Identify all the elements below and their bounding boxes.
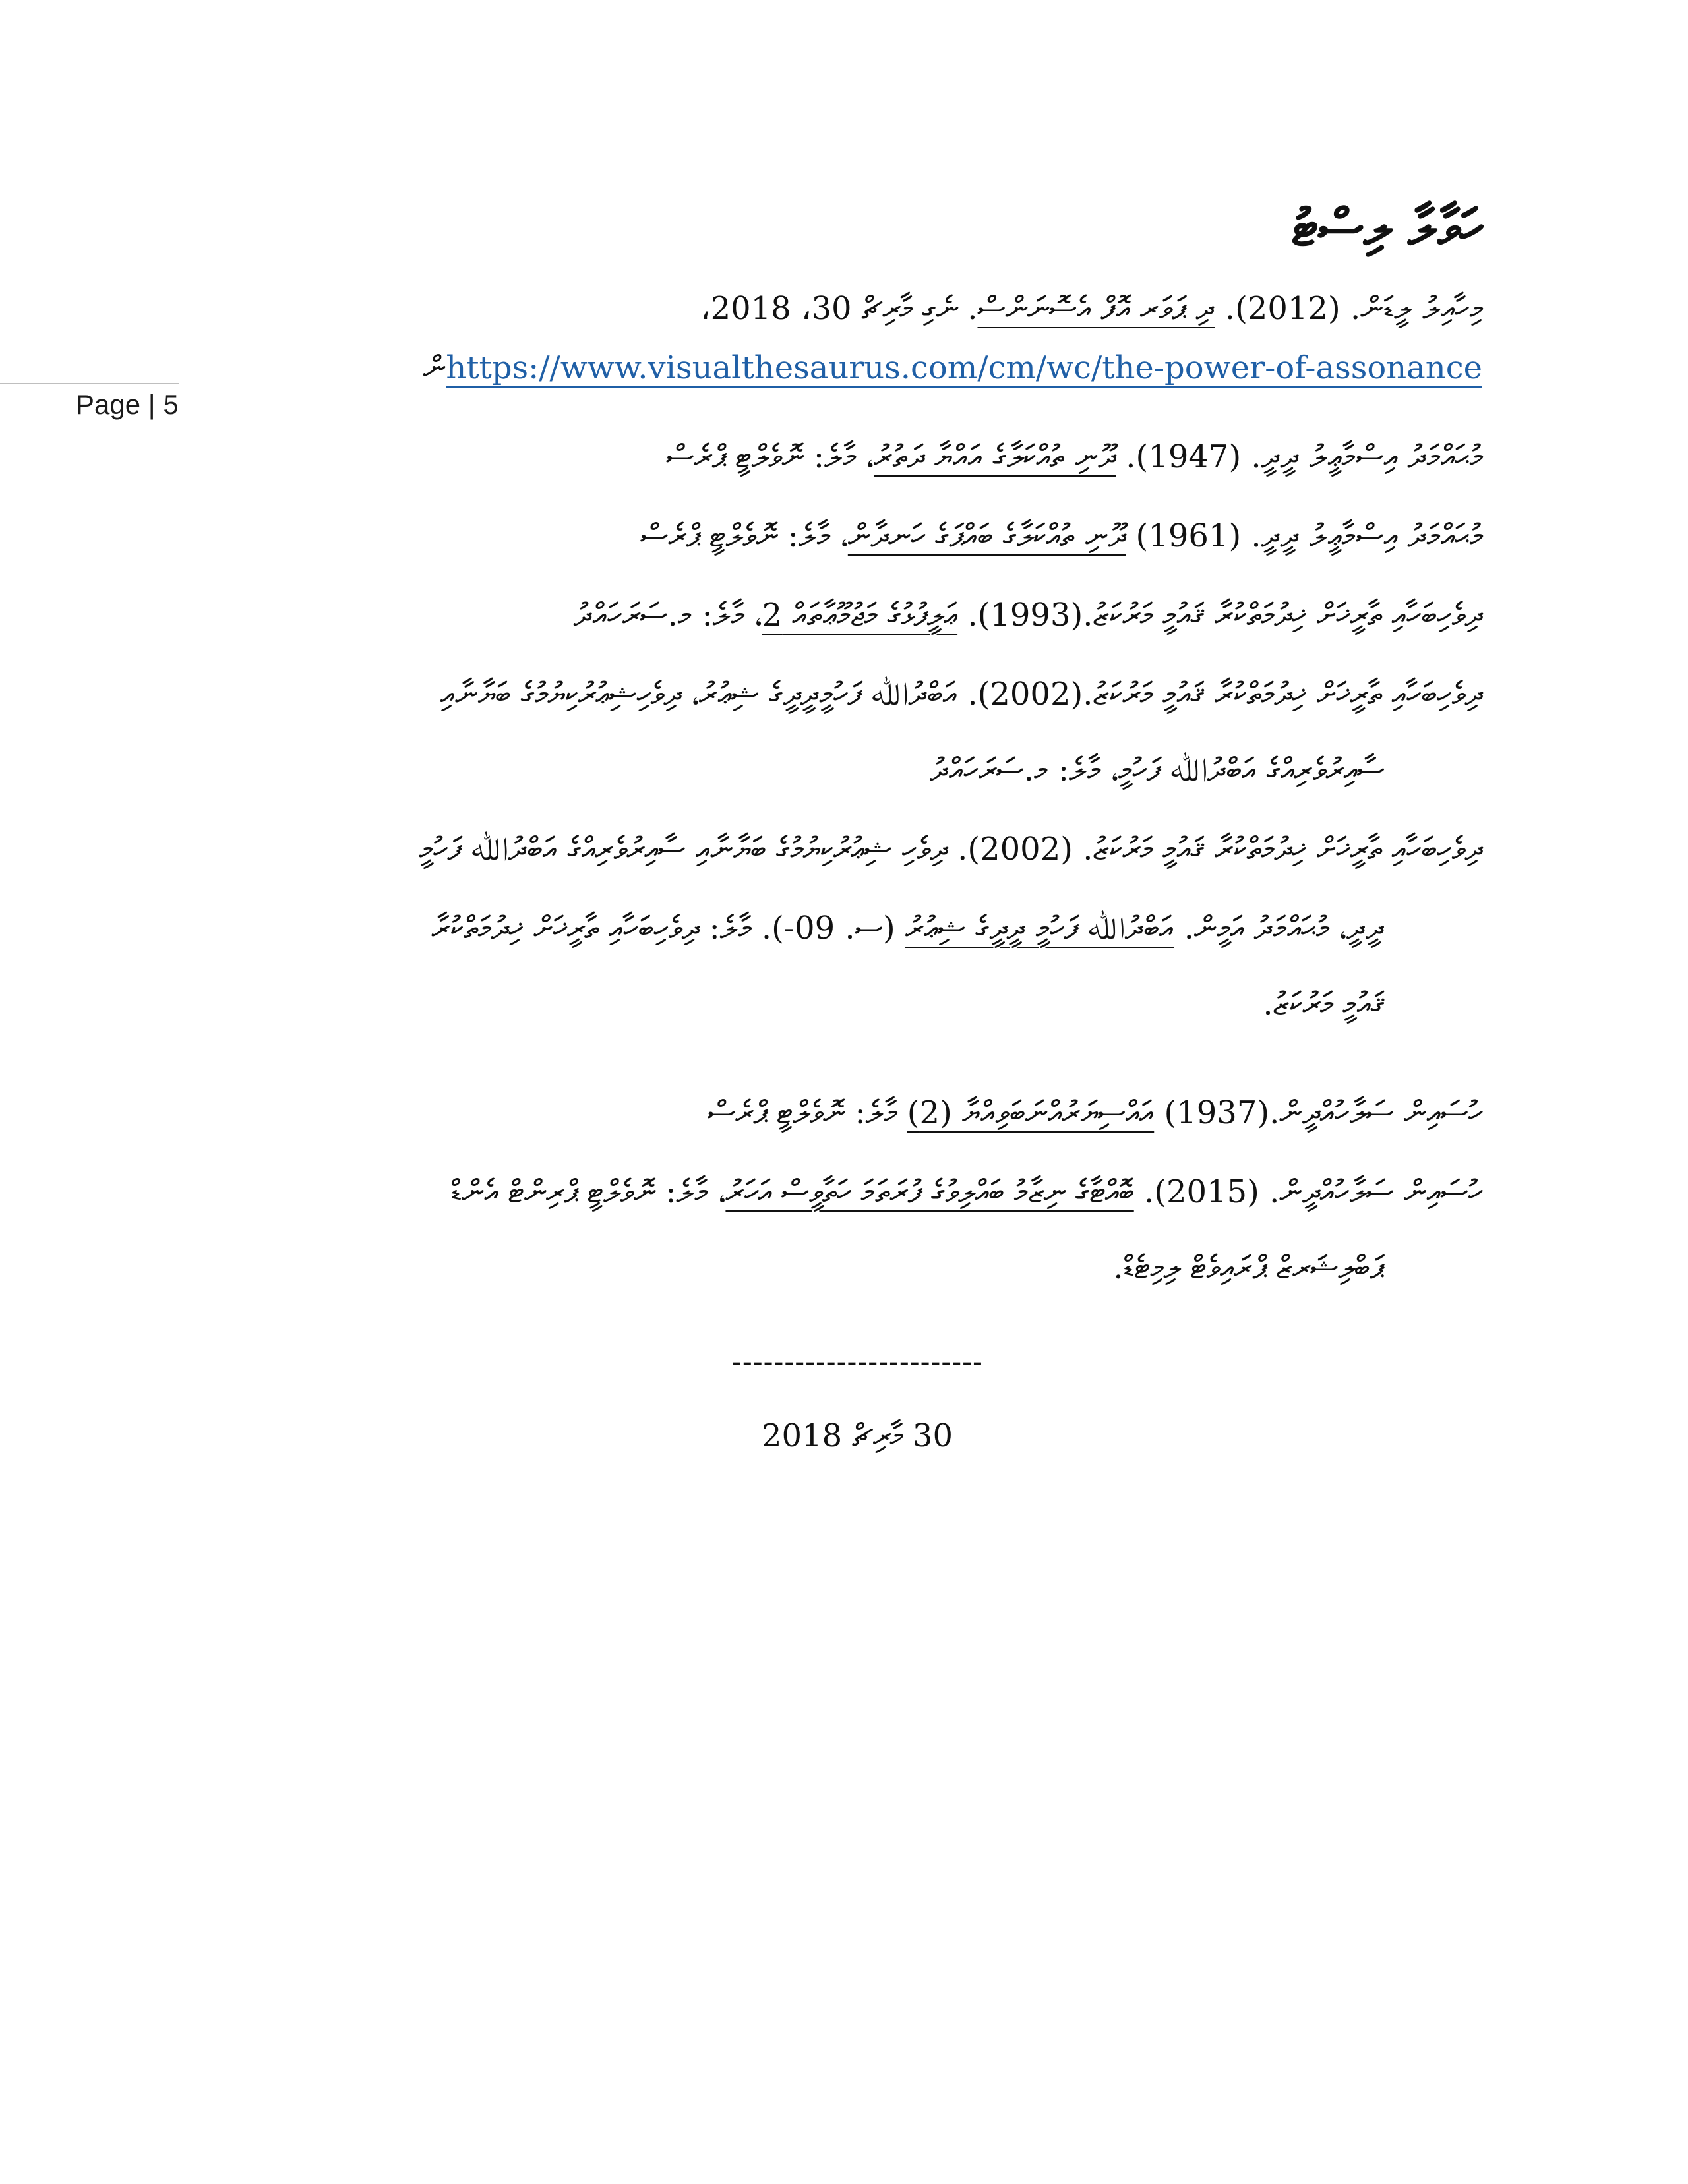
reference-line — [440, 676, 1482, 714]
reference-line — [419, 831, 1482, 869]
reference-text: ޕަބްލިޝަރޒް ޕްރައިވެޓް ލިމިޓެޑް. — [1113, 1249, 1385, 1286]
reference-title: އަބްދުﷲ ފަހުމީ ދީދީގެ ޝިޢުރު — [905, 910, 1174, 947]
reference-text: މާލެ: ނޮވެލްޓީ ޕްރެސް — [707, 1094, 907, 1131]
reference-text: ހުސައިން ސަލާހުއްދީން.(1937) — [1154, 1094, 1482, 1131]
page-title: ހަވާލާ ލިސްޓު — [1292, 198, 1482, 258]
reference-line — [666, 438, 1482, 477]
reference-text: ދީދީ، މުޙައްމަދު އަމީން. — [1174, 910, 1385, 947]
reference-text: މުޙައްމަދު އިސްމާޢީލު ދީދީ. (1947). — [1116, 438, 1482, 475]
page-number-label: Page | 5 — [76, 389, 179, 420]
footer-date: 30 މާރިޗް 2018 — [762, 1417, 953, 1454]
reference-text: ހުސައިން ސަލާހުއްދީން. (2015). — [1133, 1173, 1482, 1210]
reference-title: އައްސިޔަރުއްނަބަވިއްޔާ (2) — [907, 1094, 1155, 1131]
reference-text: މިހާއިލު ލީޑަން. (2012). — [1215, 290, 1482, 327]
reference-line — [1113, 1249, 1385, 1287]
reference-line — [640, 517, 1482, 556]
reference-title: ބޮއްޓާގެ ނިޒާމު ބައްލިވުގެ ފުރަތަމަ ހަތާވީސް އަހަރު — [725, 1173, 1134, 1210]
reference-line — [450, 1173, 1482, 1212]
reference-line — [700, 290, 1482, 328]
reference-line — [574, 597, 1482, 635]
reference-text: ދިވެހިބަހާއި ތާރީޚަށް ޚިދުމަތްކުރާ ޤައުމީ މަރުކަޒު.(1993). — [957, 597, 1482, 634]
reference-text: ދިވެހިބަހާއި ތާރީޚަށް ޚިދުމަތްކުރާ ޤައުމީ މަރުކަޒު. (2002). ދިވެހި ޝިޢުރުކިޔުމުގެ ބަޔާނާއި ސާއިރުވެރިއްގެ އަބްދުﷲ ފަހުމީ — [419, 831, 1482, 868]
reference-line — [431, 910, 1385, 948]
reference-text: ، މާލެ: ނޮވެލްޓީ ޕްރެސް — [666, 438, 874, 475]
reference-title: ޢަލީފުޅުގެ މަޖުމޫޢާތައް 2 — [762, 597, 958, 634]
reference-url-link[interactable]: https://www.visualthesaurus.com/cm/wc/the-power-of-assonance — [446, 349, 1482, 386]
reference-text: ، މާލެ: ނޮވެލްޓީ ޕްރިންޓް އެންޑް — [450, 1173, 726, 1210]
reference-text: ، މާލެ: ނޮވެލްޓީ ޕްރެސް — [640, 517, 848, 554]
reference-text: . ނެގި މާރިޗް 30، 2018، — [700, 290, 978, 327]
reference-text: ޤައުމީ މަރުކަޒު. — [1263, 986, 1385, 1022]
reference-title: ދި ޕަވަރ އޮފް އެސޮނަންސް — [977, 290, 1215, 327]
reference-text: (ސ. 09-). މާލެ: ދިވެހިބަހާއި ތާރީޚަށް ޚިދުމަތްކުރާ — [431, 910, 905, 947]
reference-line — [1263, 986, 1385, 1024]
reference-text: ސާއިރުވެރިއްގެ އަބްދުﷲ ފަހުމީ، މާލެ: މ.ސަރަހައްދު — [929, 752, 1385, 788]
reference-line — [708, 1094, 1482, 1133]
reference-title: ދޫނި ތުއްކަލާގެ އައްޔާ ދަތުރު — [873, 438, 1116, 475]
reference-text: ން — [423, 349, 446, 386]
reference-line — [930, 752, 1385, 790]
section-separator: ------------------------ — [732, 1345, 983, 1378]
reference-line — [423, 349, 1482, 388]
reference-text: މުޙައްމަދު އިސްމާޢީލު ދީދީ. (1961) — [1126, 517, 1482, 554]
reference-text: ، މާލެ: މ.ސަރަހައްދު — [573, 597, 762, 634]
reference-text: ދިވެހިބަހާއި ތާރީޚަށް ޚިދުމަތްކުރާ ޤައުމީ މަރުކަޒު.(2002). އަބްދުﷲ ފަހުމީދީދީގެ ޝިޢުރު، ދިވެހިޝިޢުރުކިޔުމުގެ ބަޔާނާއި — [440, 676, 1482, 713]
page-label-rule — [0, 383, 179, 384]
reference-title: ދޫނި ތުއްކަލާގެ ބައްޕަގެ ހަނދާން — [847, 517, 1126, 554]
